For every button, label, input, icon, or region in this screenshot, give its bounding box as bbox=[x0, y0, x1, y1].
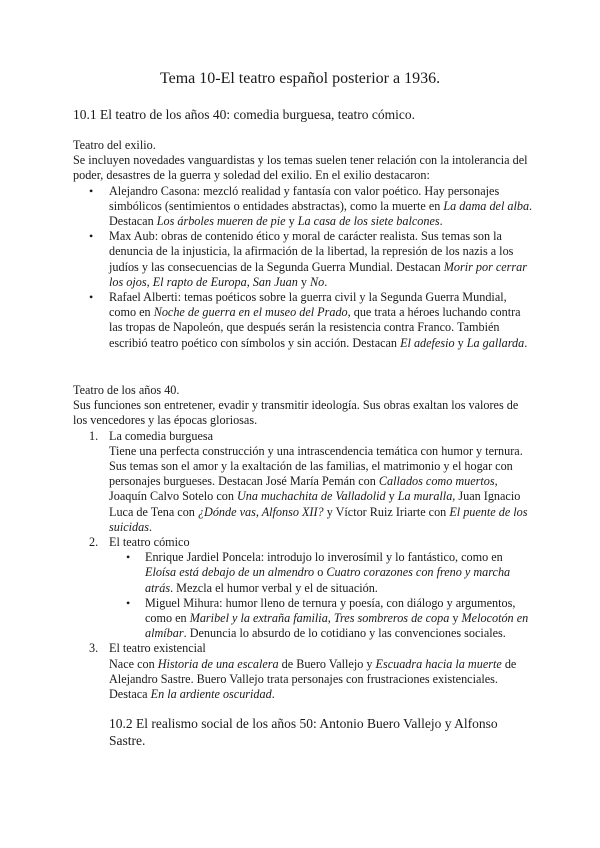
casona-text-2: . Destacan bbox=[109, 198, 533, 229]
casona-work-2: Los árboles mueren de pie bbox=[156, 214, 286, 229]
burguesa-text-1: Tiene una perfecta construcción y una intrascendencia temática con humor y ternura. Sus temas son el amor y la exaltación de las familias, el matrimonio y el hogar con personajes burgueses. Destacan José María Pemán con bbox=[109, 443, 523, 489]
document-title: Tema 10-El teatro español posterior a 1936. bbox=[159, 70, 441, 87]
existencial-work-3: En la ardiente oscuridad bbox=[150, 687, 272, 702]
burguesa-work-5: El puente de los suicidas bbox=[109, 504, 528, 534]
alberti-text-3: y bbox=[454, 335, 467, 350]
burguesa-text-5: y Víctor Ruiz Iriarte con bbox=[323, 504, 450, 519]
alberti-work-1: Noche de guerra en el museo del Prado bbox=[153, 305, 348, 320]
cuarenta-section bbox=[73, 383, 533, 702]
aub-work-3: San Juan bbox=[252, 274, 298, 289]
burguesa-text-6: . bbox=[148, 519, 152, 534]
alberti-text-4: . bbox=[524, 335, 528, 350]
mihura-text-1: Miguel Mihura: humor lleno de ternura y poesía, con diálogo y argumentos, como en bbox=[145, 595, 516, 626]
burguesa-work-4: ¿Dónde vas, Alfonso XII? bbox=[197, 504, 324, 519]
existencial-text-3: de Alejandro Sastre. Buero Vallejo trata personajes con frustraciones existenciales. Destaca bbox=[109, 656, 517, 702]
jardiel-text-2: o bbox=[314, 565, 327, 580]
list-number-3: 3. bbox=[89, 641, 99, 656]
casona-text-4: . bbox=[439, 214, 443, 229]
list-item-mihura bbox=[109, 596, 533, 642]
jardiel-text-1: Enrique Jardiel Poncela: introdujo lo inverosímil y lo fantástico, como en bbox=[145, 550, 503, 565]
aub-work-2: El rapto de Europa bbox=[152, 274, 247, 289]
aub-work-4: No bbox=[310, 274, 325, 289]
aub-text-2: , bbox=[146, 274, 153, 289]
list-item-comico bbox=[73, 535, 533, 641]
exilio-list bbox=[73, 184, 533, 351]
jardiel-work-1: Eloísa está debajo de un almendro bbox=[145, 565, 315, 580]
alberti-text-2: , que trata a héroes luchando contra las tropas de Napoleón, que después serán la resistencia contra Franco. También escribió teatro poético con símbolos y sin acción. Destacan bbox=[109, 305, 521, 350]
list-number-2: 2. bbox=[89, 535, 99, 550]
list-item-casona bbox=[73, 184, 533, 230]
burguesa-work-2: Una muchachita de Valladolid bbox=[236, 489, 386, 504]
list-item-existencial bbox=[73, 641, 533, 702]
list-number-1: 1. bbox=[89, 428, 99, 443]
section-heading-10-2: 10.2 El realismo social de los años 50: Antonio Buero Vallejo y Alfonso Sastre. bbox=[109, 716, 498, 748]
aub-text-1: Max Aub: obras de contenido ético y moral de carácter realista. Sus temas son la denuncia de la injusticia, la afirmación de la libertad, la represión de los nazis a los judíos y las consecuencias de la Segunda Guerra Mundial. Destacan bbox=[109, 229, 514, 274]
existencial-text-1: Nace con bbox=[109, 656, 158, 671]
cuarenta-list bbox=[73, 429, 533, 703]
existencial-work-1: Historia de una escalera bbox=[157, 656, 279, 671]
mihura-text-2: , bbox=[327, 611, 334, 626]
aub-work-1: Morir por cerrar los ojos bbox=[109, 259, 528, 289]
burguesa-text-4: , Juan Ignacio Luca de Tena con bbox=[109, 489, 521, 519]
existencial-text-2: de Buero Vallejo y bbox=[278, 656, 376, 671]
burguesa-body bbox=[109, 444, 533, 535]
exilio-heading: Teatro del exilio. bbox=[73, 138, 156, 152]
burguesa-work-3: La muralla bbox=[397, 489, 453, 504]
exilio-intro: Se incluyen novedades vanguardistas y los temas suelen tener relación con la intolerancia del poder, desastres de la guerra y soledad del exilio. En el exilio destacaron: bbox=[73, 153, 528, 183]
cuarenta-intro: Sus funciones son entretener, evadir y transmitir ideología. Sus obras exaltan los valores de los vencedores y las épocas gloriosas. bbox=[73, 398, 519, 428]
comico-title: El teatro cómico bbox=[109, 535, 190, 550]
casona-work-1: La dama del alba bbox=[443, 198, 530, 213]
comico-list bbox=[109, 550, 533, 641]
aub-text-5: . bbox=[324, 274, 328, 289]
existencial-text-4: . bbox=[271, 687, 275, 702]
exilio-section bbox=[73, 138, 533, 351]
existencial-title: El teatro existencial bbox=[109, 641, 206, 656]
list-item-aub bbox=[73, 229, 533, 290]
list-item-alberti bbox=[73, 290, 533, 351]
aub-text-3: , bbox=[246, 274, 253, 289]
casona-text-1: Alejandro Casona: mezcló realidad y fantasía con valor poético. Hay personajes simbólicos (sentimientos o entidades abstractas), como la muerte en bbox=[109, 183, 500, 213]
mihura-work-3: Melocotón en almíbar bbox=[145, 611, 529, 641]
alberti-work-3: La gallarda bbox=[466, 335, 525, 350]
burguesa-title: La comedia burguesa bbox=[109, 428, 214, 443]
jardiel-text-3: . Mezcla el humor verbal y el de situación. bbox=[170, 580, 378, 595]
burguesa-text-3: y bbox=[385, 489, 398, 504]
mihura-text-4: . Denuncia lo absurdo de lo cotidiano y las convenciones sociales. bbox=[183, 626, 506, 641]
mihura-work-1: Maribel y la extraña familia bbox=[189, 611, 328, 626]
mihura-work-2: Tres sombreros de copa bbox=[333, 611, 450, 626]
list-item-jardiel bbox=[109, 550, 533, 596]
burguesa-work-1: Callados como muertos bbox=[378, 474, 495, 489]
existencial-work-2: Escuadra hacia la muerte bbox=[375, 656, 502, 671]
section-heading-10-1: 10.1 El teatro de los años 40: comedia burguesa, teatro cómico. bbox=[73, 107, 416, 122]
casona-text-3: y bbox=[285, 214, 298, 229]
mihura-text-3: y bbox=[449, 611, 462, 626]
cuarenta-heading: Teatro de los años 40. bbox=[73, 383, 180, 397]
existencial-body bbox=[109, 657, 533, 703]
jardiel-work-2: Cuatro corazones con freno y marcha atrás bbox=[145, 565, 511, 595]
list-item-burguesa bbox=[73, 429, 533, 535]
aub-text-4: y bbox=[297, 274, 310, 289]
casona-work-3: La casa de los siete balcones bbox=[297, 214, 440, 229]
burguesa-text-2: , Joaquín Calvo Sotelo con bbox=[109, 474, 498, 504]
alberti-work-2: El adefesio bbox=[400, 335, 455, 350]
alberti-text-1: Rafael Alberti: temas poéticos sobre la guerra civil y la Segunda Guerra Mundial, como en bbox=[109, 290, 507, 320]
